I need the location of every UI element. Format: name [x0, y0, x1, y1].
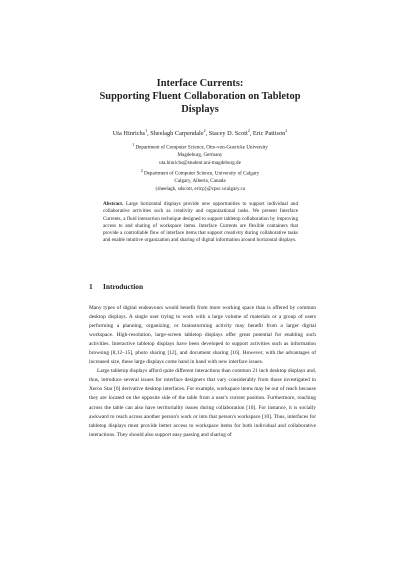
paragraph-2: Large tabletop displays afford quite different interactions than common 21 inch desktop displays and, thus, introduce several issues for interface designers that vary considerably from those investigated in Xerox Star [6] derivative desktop interfaces. For example, workspace items may be out of reach because they are located on the opposite side of the table from a user's current position. Furthermore, reaching across the table can also have territoriality issues during collaboration [10]. For instance, it is socially awkward to reach across another person's work or into that person's workspace [10]. Thus, interfaces for tabletop displays must provide better access to workspace items for both individual and collaborative interactions. They should also support easy passing and sharing of [89, 368, 316, 438]
paper-title [0, 77, 400, 117]
author-name: Eric Pattison [252, 130, 286, 138]
affiliation-mark: 2 [140, 168, 143, 174]
affiliation-mark: 1 [132, 142, 135, 147]
abstract-text: Large horizontal displays provide new opportunities to support individual and collaborative activities such as creativity and organizational tasks. We present Interface Currents, a fluid interaction technique designed to support tabletop collaboration by improving access to and sharing of workspace items. Interface Currents are flexible containers that provide a controllable flow of interface items that support creativity during collaborative tasks and enable intuitive organization and sharing of digital information around horizontal displays. [103, 201, 298, 244]
author-affil-mark: 2 [247, 128, 250, 133]
paragraph-1: Many types of digital endeavours would benefit from more working space than is offered by common desktop displays. A single user trying to work with a large volume of materials or a group of users performing a planning, organizing, or brainstorming activity may benefit from a larger digital workspace. High-resolution, large-screen tabletop displays offer great potential for enabling such activities. Interactive tabletop displays have been developed to support activities such as information browsing [8,12–15], photo sharing [12], and document sharing [16]. However, with the advantages of increased size, these large displays come hand in hand with new interface issues. [89, 305, 316, 366]
title-line-1: Interface Currents: [156, 78, 244, 89]
section-number: 1 [89, 282, 93, 291]
author-name: Stacey D. Scott [208, 130, 248, 138]
abstract [103, 201, 298, 245]
affiliation-1-line-2: Magdeburg, Germany [177, 152, 223, 159]
affiliation-1-email: uta.hinrichs@student.uni-magdeburg.de [159, 159, 241, 166]
author-name: Uta Hinrichs [112, 130, 146, 138]
title-line-2: Supporting Fluent Collaboration on Tabletop [99, 91, 301, 103]
abstract-label: Abstract. [103, 201, 124, 207]
affiliation-2-line-1: $^2$ Department of Computer Science, University of Calgary [140, 168, 260, 177]
author-affil-mark: 2 [203, 128, 206, 133]
affiliation-1-line-1: $^1$ Department of Computer Science, Otto-von-Guericke University [132, 142, 268, 151]
affiliation-2-line-2: Calgary, Alberta, Canada [174, 178, 226, 185]
author-list: Uta Hinrichs$^1$, Sheelagh Carpendale$^2$, Stacey D. Scott$^2$, Eric Pattison$^2$ [112, 128, 288, 138]
affiliation-2-email: {sheelagh, sdscott, ericp}@cpsc.ucalgary.ca [154, 185, 246, 192]
author-name: Sheelagh Carpendale [150, 130, 204, 138]
title-line-3: Displays [181, 104, 219, 116]
section-title: Introduction [103, 282, 144, 291]
author-affil-mark: 1 [145, 128, 148, 133]
author-affil-mark: 2 [285, 128, 288, 133]
body-text [89, 304, 316, 440]
section-heading [89, 282, 319, 291]
affiliations [0, 141, 400, 193]
